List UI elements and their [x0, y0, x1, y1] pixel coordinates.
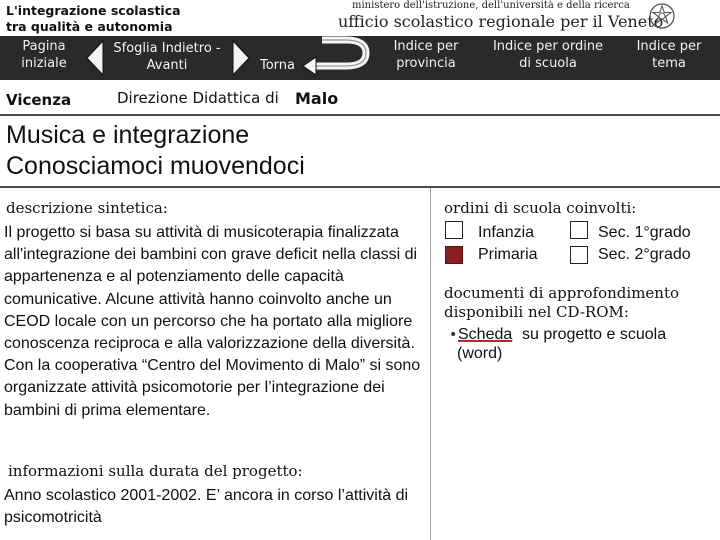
level-label-secondaria-1: Sec. 1°grado — [598, 224, 691, 241]
province-index-button[interactable] — [384, 38, 468, 72]
documents-label: documenti di approfondimento disponibili nel CD-ROM: — [444, 284, 680, 321]
home-button-label: Pagina iniziale — [21, 39, 67, 71]
bullet: • — [449, 327, 458, 343]
level-label-primaria: Primaria — [478, 246, 538, 263]
column-divider — [430, 188, 431, 540]
project-title-line1: Musica e integrazione — [6, 121, 250, 149]
theme-index-label: Indice per tema — [636, 39, 702, 71]
checkbox-infanzia — [445, 221, 463, 239]
back-button[interactable] — [260, 57, 295, 74]
checkbox-secondaria-1 — [570, 221, 588, 239]
document-format: (word) — [457, 345, 503, 362]
theme-index-button[interactable] — [630, 38, 708, 72]
school-level-index-button[interactable] — [488, 38, 608, 72]
divider — [0, 186, 720, 188]
site-title: L'integrazione scolastica tra qualità e autonomia — [6, 3, 181, 34]
district-name: Malo — [295, 89, 339, 108]
district-prefix: Direzione Didattica di — [117, 89, 279, 107]
description-text: Il progetto si basa su attività di musicoterapia finalizzata all'integrazione dei bambini con grave deficit nella classi di appartenenza e al potenziamento delle capacità comunicative. Alcune attività hanno coinvolto anche un CEOD locale con un percorso che ha portato alla migliore conoscenza reciproca e alla valorizzazione della diversità. Con la cooperativa “Centro del Movimento di Malo” si sono organizzate attività psicomotorie per l’integrazione dei bambini di prima elementare. — [4, 224, 421, 419]
school-levels-label: ordini di scuola coinvolti: — [444, 199, 637, 217]
back-button-label: Torna — [260, 58, 296, 73]
forward-arrow-icon[interactable] — [232, 40, 250, 76]
duration-text: Anno scolastico 2001-2002. E’ ancora in corso l’attività di psicomotricità — [4, 487, 409, 526]
checkbox-primaria — [445, 246, 463, 264]
description-label: descrizione sintetica: — [6, 199, 168, 217]
home-button[interactable] — [4, 38, 84, 72]
scheda-document-link[interactable]: Scheda — [458, 326, 513, 343]
navigation-bar — [0, 36, 720, 80]
browse-button-label: Sfoglia Indietro - Avanti — [113, 41, 221, 73]
level-label-infanzia: Infanzia — [478, 224, 535, 241]
italian-republic-emblem-icon — [648, 1, 676, 31]
ministry-name: ministero dell'istruzione, dell'università e della ricerca — [352, 0, 630, 11]
school-level-index-label: Indice per ordine di scuola — [492, 39, 604, 71]
level-label-secondaria-2: Sec. 2°grado — [598, 246, 691, 263]
duration-label: informazioni sulla durata del progetto: — [8, 462, 303, 480]
divider — [0, 114, 720, 116]
project-title-line2: Conosciamoci muovendoci — [6, 152, 305, 180]
return-arrow-icon[interactable] — [302, 36, 374, 76]
office-name: ufficio scolastico regionale per il Veneto — [338, 12, 664, 31]
document-description: su progetto e scuola — [522, 326, 667, 343]
checkbox-secondaria-2 — [570, 246, 588, 264]
province-name: Vicenza — [6, 91, 72, 109]
province-index-label: Indice per provincia — [393, 39, 459, 71]
project-title — [6, 120, 305, 182]
browse-button[interactable] — [102, 40, 232, 74]
